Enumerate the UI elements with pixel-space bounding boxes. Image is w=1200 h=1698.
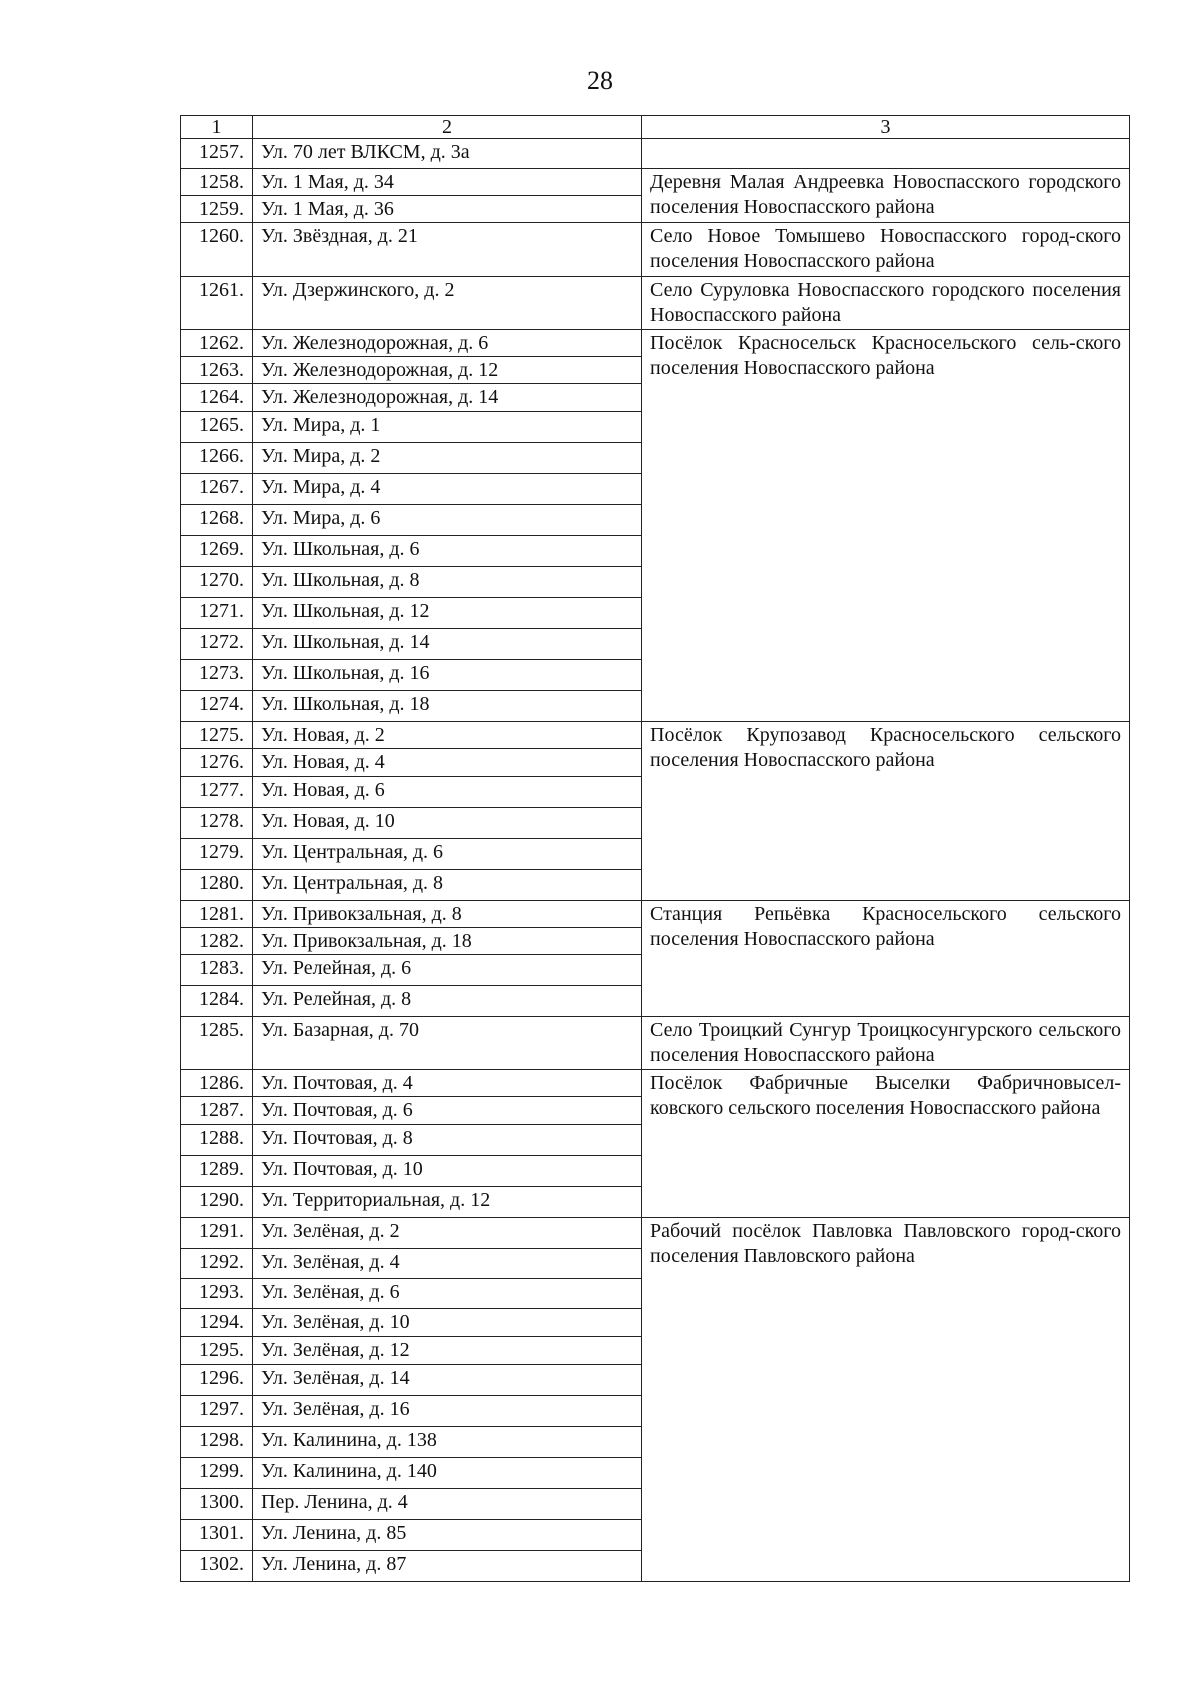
- address-cell: Ул. Релейная, д. 8: [253, 986, 642, 1017]
- address-cell: Ул. Школьная, д. 6: [253, 536, 642, 567]
- address-cell: Ул. Мира, д. 6: [253, 505, 642, 536]
- address-cell: Ул. Базарная, д. 70: [253, 1017, 642, 1070]
- address-cell: Ул. Почтовая, д. 4: [253, 1070, 642, 1097]
- address-cell: Ул. Новая, д. 2: [253, 722, 642, 749]
- locality-cell: Село Новое Томышево Новоспасского город-ского поселения Новоспасского района: [642, 223, 1130, 277]
- row-number: 1289.: [181, 1156, 253, 1187]
- column-header: 3: [642, 116, 1130, 139]
- address-cell: Ул. Школьная, д. 18: [253, 691, 642, 722]
- row-number: 1279.: [181, 839, 253, 870]
- row-number: 1282.: [181, 928, 253, 955]
- row-number: 1259.: [181, 196, 253, 223]
- row-number: 1276.: [181, 749, 253, 777]
- row-number: 1265.: [181, 412, 253, 443]
- page-number: 28: [587, 66, 613, 95]
- row-number: 1257.: [181, 139, 253, 169]
- address-cell: Ул. Зелёная, д. 14: [253, 1365, 642, 1396]
- address-cell: Ул. Зелёная, д. 10: [253, 1309, 642, 1337]
- row-number: 1284.: [181, 986, 253, 1017]
- row-number: 1283.: [181, 955, 253, 986]
- row-number: 1274.: [181, 691, 253, 722]
- address-cell: Ул. Школьная, д. 16: [253, 660, 642, 691]
- table-row: [181, 330, 1130, 357]
- row-number: 1297.: [181, 1396, 253, 1427]
- locality-cell: Рабочий посёлок Павловка Павловского город-ского поселения Павловского района: [642, 1218, 1130, 1582]
- locality-cell: Посёлок Крупозавод Красносельского сельского поселения Новоспасского района: [642, 722, 1130, 901]
- address-cell: Ул. Железнодорожная, д. 14: [253, 384, 642, 412]
- row-number: 1302.: [181, 1551, 253, 1582]
- row-number: 1294.: [181, 1309, 253, 1337]
- row-number: 1272.: [181, 629, 253, 660]
- row-number: 1266.: [181, 443, 253, 474]
- row-number: 1296.: [181, 1365, 253, 1396]
- row-number: 1270.: [181, 567, 253, 598]
- row-number: 1298.: [181, 1427, 253, 1458]
- header-row: [181, 116, 1130, 139]
- table-row: [181, 901, 1130, 928]
- row-number: 1263.: [181, 357, 253, 384]
- row-number: 1287.: [181, 1097, 253, 1125]
- row-number: 1300.: [181, 1489, 253, 1520]
- address-cell: Ул. Новая, д. 4: [253, 749, 642, 777]
- address-cell: Пер. Ленина, д. 4: [253, 1489, 642, 1520]
- row-number: 1264.: [181, 384, 253, 412]
- row-number: 1292.: [181, 1249, 253, 1279]
- row-number: 1291.: [181, 1218, 253, 1249]
- row-number: 1301.: [181, 1520, 253, 1551]
- locality-cell: Село Троицкий Сунгур Троицкосунгурского сельского поселения Новоспасского района: [642, 1017, 1130, 1070]
- row-number: 1288.: [181, 1125, 253, 1156]
- address-cell: Ул. Территориальная, д. 12: [253, 1187, 642, 1218]
- row-number: 1299.: [181, 1458, 253, 1489]
- address-cell: Ул. Зелёная, д. 12: [253, 1337, 642, 1365]
- address-cell: Ул. 70 лет ВЛКСМ, д. 3а: [253, 139, 642, 169]
- address-cell: Ул. Зелёная, д. 16: [253, 1396, 642, 1427]
- address-cell: Ул. Мира, д. 1: [253, 412, 642, 443]
- column-header: 1: [181, 116, 253, 139]
- address-cell: Ул. Привокзальная, д. 18: [253, 928, 642, 955]
- row-number: 1269.: [181, 536, 253, 567]
- table-row: [181, 1218, 1130, 1249]
- address-cell: Ул. Калинина, д. 138: [253, 1427, 642, 1458]
- row-number: 1273.: [181, 660, 253, 691]
- row-number: 1293.: [181, 1279, 253, 1309]
- address-cell: Ул. Школьная, д. 14: [253, 629, 642, 660]
- row-number: 1286.: [181, 1070, 253, 1097]
- address-cell: Ул. Почтовая, д. 8: [253, 1125, 642, 1156]
- address-cell: Ул. Привокзальная, д. 8: [253, 901, 642, 928]
- table-row: [181, 223, 1130, 277]
- row-number: 1295.: [181, 1337, 253, 1365]
- address-cell: Ул. Железнодорожная, д. 12: [253, 357, 642, 384]
- address-cell: Ул. Мира, д. 4: [253, 474, 642, 505]
- row-number: 1285.: [181, 1017, 253, 1070]
- address-cell: Ул. Мира, д. 2: [253, 443, 642, 474]
- table-row: [181, 169, 1130, 196]
- address-cell: Ул. 1 Мая, д. 34: [253, 169, 642, 196]
- row-number: 1260.: [181, 223, 253, 277]
- table-row: [181, 139, 1130, 169]
- address-cell: Ул. Центральная, д. 6: [253, 839, 642, 870]
- table-row: [181, 1017, 1130, 1070]
- address-cell: Ул. Почтовая, д. 10: [253, 1156, 642, 1187]
- address-cell: Ул. 1 Мая, д. 36: [253, 196, 642, 223]
- row-number: 1280.: [181, 870, 253, 901]
- address-cell: Ул. Школьная, д. 12: [253, 598, 642, 629]
- row-number: 1268.: [181, 505, 253, 536]
- address-cell: Ул. Новая, д. 6: [253, 777, 642, 808]
- row-number: 1267.: [181, 474, 253, 505]
- address-cell: Ул. Зелёная, д. 4: [253, 1249, 642, 1279]
- row-number: 1275.: [181, 722, 253, 749]
- locality-cell: Станция Репьёвка Красносельского сельского поселения Новоспасского района: [642, 901, 1130, 1017]
- address-cell: Ул. Новая, д. 10: [253, 808, 642, 839]
- row-number: 1271.: [181, 598, 253, 629]
- table-row: [181, 277, 1130, 330]
- address-cell: Ул. Зелёная, д. 2: [253, 1218, 642, 1249]
- row-number: 1281.: [181, 901, 253, 928]
- row-number: 1277.: [181, 777, 253, 808]
- locality-cell: Посёлок Фабричные Выселки Фабричновысел-ковского сельского поселения Новоспасского района: [642, 1070, 1130, 1218]
- row-number: 1258.: [181, 169, 253, 196]
- address-cell: Ул. Центральная, д. 8: [253, 870, 642, 901]
- addresses-table: [180, 115, 1130, 1582]
- locality-cell: Деревня Малая Андреевка Новоспасского городского поселения Новоспасского района: [642, 169, 1130, 223]
- address-cell: Ул. Ленина, д. 87: [253, 1551, 642, 1582]
- address-cell: Ул. Почтовая, д. 6: [253, 1097, 642, 1125]
- row-number: 1261.: [181, 277, 253, 330]
- address-cell: Ул. Школьная, д. 8: [253, 567, 642, 598]
- locality-cell: Посёлок Красносельск Красносельского сель-ского поселения Новоспасского района: [642, 330, 1130, 722]
- table-row: [181, 1070, 1130, 1097]
- address-cell: Ул. Железнодорожная, д. 6: [253, 330, 642, 357]
- column-header: 2: [253, 116, 642, 139]
- address-cell: Ул. Ленина, д. 85: [253, 1520, 642, 1551]
- address-cell: Ул. Дзержинского, д. 2: [253, 277, 642, 330]
- table-row: [181, 722, 1130, 749]
- address-cell: Ул. Звёздная, д. 21: [253, 223, 642, 277]
- locality-cell: Село Суруловка Новоспасского городского поселения Новоспасского района: [642, 277, 1130, 330]
- row-number: 1262.: [181, 330, 253, 357]
- locality-cell: [642, 139, 1130, 169]
- address-cell: Ул. Зелёная, д. 6: [253, 1279, 642, 1309]
- address-cell: Ул. Калинина, д. 140: [253, 1458, 642, 1489]
- row-number: 1290.: [181, 1187, 253, 1218]
- row-number: 1278.: [181, 808, 253, 839]
- address-cell: Ул. Релейная, д. 6: [253, 955, 642, 986]
